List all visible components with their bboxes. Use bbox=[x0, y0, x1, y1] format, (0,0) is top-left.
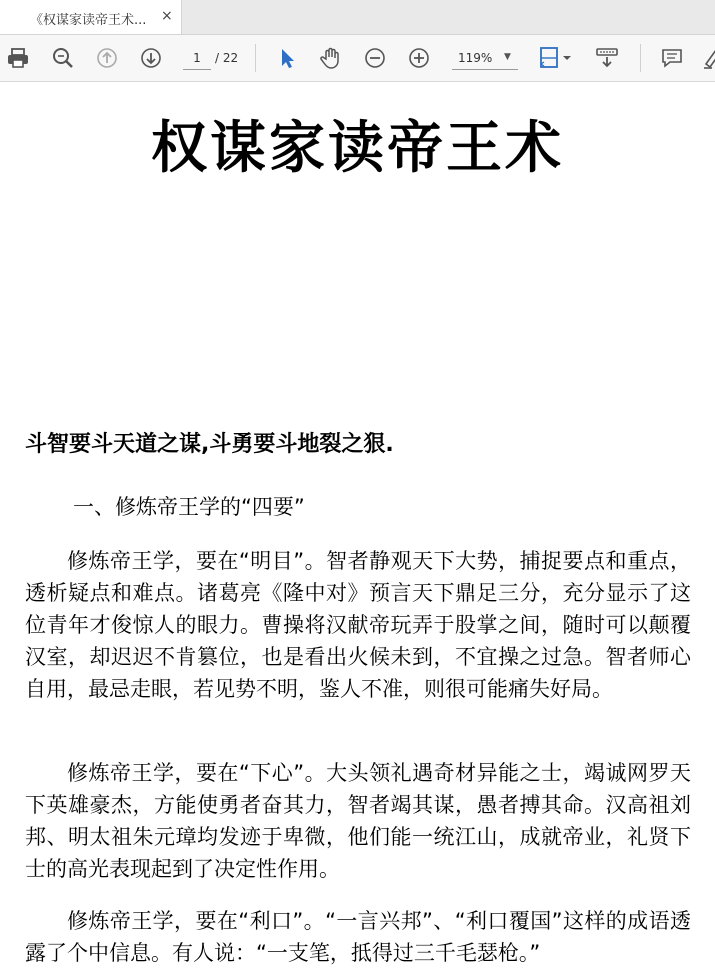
tab-title: 《权谋家读帝王术... bbox=[30, 13, 147, 28]
select-cursor-icon[interactable] bbox=[274, 46, 300, 70]
zoom-select[interactable] bbox=[452, 47, 518, 70]
fit-page-icon[interactable] bbox=[538, 46, 574, 70]
document-subtitle: 斗智要斗天道之谋,斗勇要斗地裂之狠. bbox=[25, 432, 394, 457]
zoom-in-icon[interactable] bbox=[406, 46, 432, 70]
highlight-pen-icon[interactable] bbox=[700, 46, 715, 70]
document-title: 权谋家读帝王术 bbox=[151, 116, 564, 181]
page-number-input[interactable] bbox=[183, 47, 211, 70]
comment-icon[interactable] bbox=[659, 46, 685, 70]
paragraph: 修炼帝王学，要在“下心”。大头领礼遇奇材异能之士，竭诚网罗天下英雄豪杰，方能使勇者奋其力，智者竭其谋，愚者搏其命。汉高祖刘邦、明太祖朱元璋均发迹于卑微，他们能一统江山，成就帝业，礼贤下士的高光表现起到了决定性作用。 bbox=[25, 761, 691, 881]
paragraph: 修炼帝王学，要在“明目”。智者静观天下大势，捕捉要点和重点，透析疑点和难点。诸葛亮《隆中对》预言天下鼎足三分，充分显示了这位青年才俊惊人的眼力。曹操将汉献帝玩弄于股掌之间，随时可以颠覆汉室，却迟迟不肯篡位，也是看出火候未到，不宜操之过急。智者师心自用，最忌走眼，若见势不明，鉴人不准，则很可能痛失好局。 bbox=[25, 549, 691, 701]
toolbar-divider bbox=[255, 44, 256, 72]
document-page bbox=[0, 82, 715, 971]
tab-bar bbox=[0, 0, 715, 35]
zoom-value: 119% bbox=[458, 51, 493, 65]
zoom-out-icon[interactable] bbox=[362, 46, 388, 70]
close-tab-icon[interactable]: × bbox=[161, 8, 173, 24]
print-icon[interactable] bbox=[5, 46, 31, 70]
scroll-mode-icon[interactable] bbox=[594, 46, 620, 70]
chevron-down-icon: ▼ bbox=[504, 52, 511, 62]
hand-tool-icon[interactable] bbox=[318, 46, 344, 70]
toolbar bbox=[0, 35, 715, 82]
previous-page-icon[interactable] bbox=[94, 46, 120, 70]
paragraph: 修炼帝王学，要在“利口”。“一言兴邦”、“利口覆国”这样的成语透露了个中信息。有人说：“一支笔，抵得过三千毛瑟枪。” bbox=[25, 909, 691, 965]
toolbar-divider bbox=[640, 44, 641, 72]
document-tab[interactable] bbox=[0, 0, 182, 34]
next-page-icon[interactable] bbox=[138, 46, 164, 70]
section-heading: 一、修炼帝王学的“四要” bbox=[73, 495, 305, 519]
zoom-search-icon[interactable] bbox=[50, 46, 76, 70]
page-total: / 22 bbox=[215, 51, 239, 65]
